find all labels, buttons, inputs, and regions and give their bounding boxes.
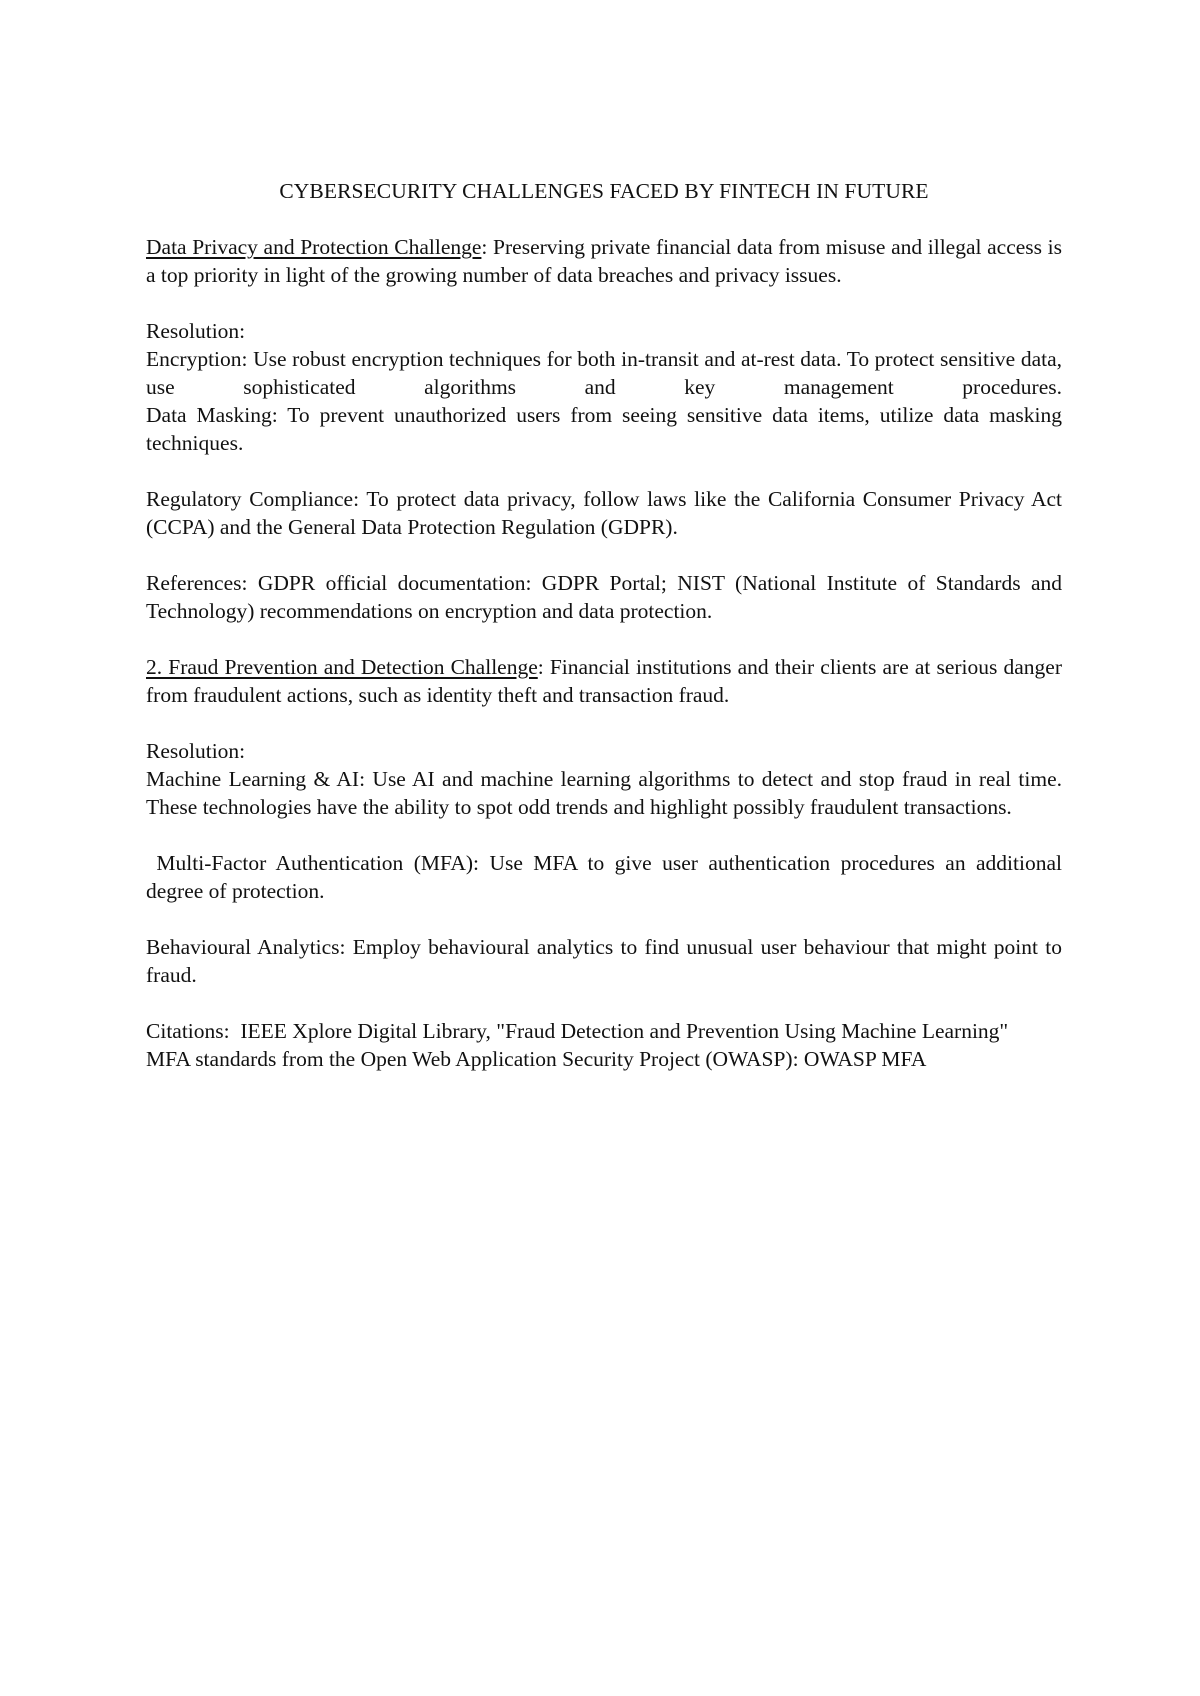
section2-ml: Machine Learning & AI: Use AI and machine learning algorithms to detect and stop fraud in real time. These technologies have the ability to spot odd trends and highlight possibly fraudulent transactions. [146, 767, 1062, 819]
section1-heading: Data Privacy and Protection Challenge [146, 235, 482, 259]
section2-behavioural: Behavioural Analytics: Employ behavioural analytics to find unusual user behaviour that might point to fraud. [146, 935, 1062, 987]
document-body [146, 177, 1068, 1073]
section1-masking: Data Masking: To prevent unauthorized users from seeing sensitive data items, utilize data masking techniques. [146, 403, 1062, 455]
section2-resolution-label: Resolution: [146, 739, 246, 763]
section1-compliance: Regulatory Compliance: To protect data privacy, follow laws like the California Consumer Privacy Act (CCPA) and the General Data Protection Regulation (GDPR). [146, 487, 1062, 539]
section1-encryption: Encryption: Use robust encryption techniques for both in-transit and at-rest data. To protect sensitive data, use sophisticated algorithms and key management procedures. [146, 347, 1062, 399]
section1-resolution-label: Resolution: [146, 319, 246, 343]
section1-resolution-block [146, 317, 1062, 457]
section1-intro [146, 233, 1062, 289]
section2-mfa-standards: MFA standards from the Open Web Application Security Project (OWASP): OWASP MFA [146, 1047, 927, 1071]
section2-text: : Financial institutions and their clients are at serious danger from fraudulent actions, such as identity theft and transaction fraud. [146, 655, 1062, 707]
section2-resolution-block [146, 737, 1062, 821]
section2-citations: Citations: IEEE Xplore Digital Library, "Fraud Detection and Prevention Using Machine Learning" [146, 1019, 1009, 1043]
section2-heading: 2. Fraud Prevention and Detection Challenge [146, 655, 538, 679]
document-title: CYBERSECURITY CHALLENGES FACED BY FINTECH IN FUTURE [279, 179, 929, 203]
section2-citations-block [146, 1017, 1062, 1073]
section2-intro [146, 653, 1062, 709]
section1-references: References: GDPR official documentation: GDPR Portal; NIST (National Institute of Standards and Technology) recommendations on encryption and data protection. [146, 571, 1062, 623]
section2-mfa: Multi-Factor Authentication (MFA): Use MFA to give user authentication procedures an additional degree of protection. [146, 851, 1068, 903]
section1-text: : Preserving private financial data from misuse and illegal access is a top priority in light of the growing number of data breaches and privacy issues. [146, 235, 1063, 287]
